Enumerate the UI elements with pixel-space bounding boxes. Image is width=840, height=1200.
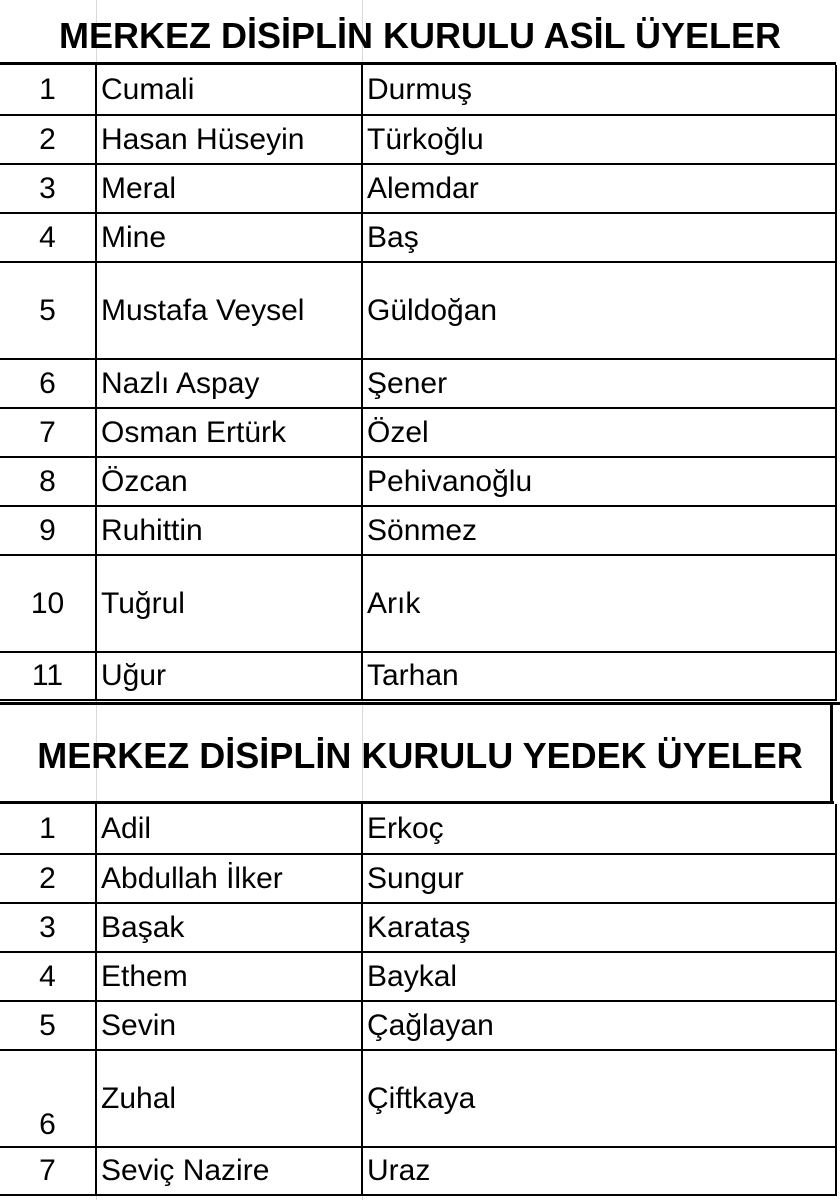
member-first-name: Cumali: [96, 65, 362, 115]
table-row: [0, 804, 836, 854]
member-first-name: Meral: [96, 164, 362, 213]
table-row: [0, 952, 836, 1001]
member-last-name: Baykal: [362, 952, 836, 1001]
member-number: 6: [0, 1050, 96, 1147]
member-last-name: Karataş: [362, 903, 836, 952]
member-last-name: Sönmez: [362, 506, 836, 555]
yedek-members-body: [0, 804, 836, 1195]
member-number: 7: [0, 1147, 96, 1195]
yedek-uyeler-title: MERKEZ DİSİPLİN KURULU YEDEK ÜYELER: [37, 735, 803, 776]
table-row: [0, 652, 836, 700]
member-number: 5: [0, 262, 96, 359]
member-first-name: Tuğrul: [96, 555, 362, 652]
member-number: 2: [0, 854, 96, 903]
member-last-name: Alemdar: [362, 164, 836, 213]
table-row: [0, 262, 836, 359]
table-row: [0, 903, 836, 952]
member-number: 1: [0, 804, 96, 854]
member-number: 4: [0, 952, 96, 1001]
member-first-name: Uğur: [96, 652, 362, 700]
member-number: 9: [0, 506, 96, 555]
member-first-name: Ethem: [96, 952, 362, 1001]
member-number: 10: [0, 555, 96, 652]
section-divider: [0, 702, 840, 705]
table-row: [0, 457, 836, 506]
table-row: [0, 213, 836, 262]
member-number: 7: [0, 408, 96, 457]
member-last-name: Baş: [362, 213, 836, 262]
member-last-name: Pehivanoğlu: [362, 457, 836, 506]
member-first-name: Osman Ertürk: [96, 408, 362, 457]
table-row: [0, 65, 836, 115]
member-first-name: Mustafa Veysel: [96, 262, 362, 359]
table-row: [0, 854, 836, 903]
table-row: [0, 506, 836, 555]
table-row: [0, 1147, 836, 1195]
member-first-name: Başak: [96, 903, 362, 952]
member-number: 1: [0, 65, 96, 115]
member-first-name: Abdullah İlker: [96, 854, 362, 903]
member-last-name: Özel: [362, 408, 836, 457]
member-first-name: Hasan Hüseyin: [96, 115, 362, 164]
member-first-name: Mine: [96, 213, 362, 262]
member-first-name: Zuhal: [96, 1050, 362, 1147]
yedek-members-table: [0, 804, 837, 1196]
member-last-name: Tarhan: [362, 652, 836, 700]
member-last-name: Çağlayan: [362, 1001, 836, 1050]
asil-members-body: [0, 65, 836, 700]
member-first-name: Ruhittin: [96, 506, 362, 555]
member-number: 4: [0, 213, 96, 262]
member-number: 8: [0, 457, 96, 506]
member-number: 5: [0, 1001, 96, 1050]
asil-uyeler-title: MERKEZ DİSİPLİN KURULU ASİL ÜYELER: [58, 15, 782, 56]
member-first-name: Nazlı Aspay: [96, 359, 362, 408]
member-first-name: Özcan: [96, 457, 362, 506]
member-first-name: Adil: [96, 804, 362, 854]
member-last-name: Türkoğlu: [362, 115, 836, 164]
member-number: 3: [0, 164, 96, 213]
table-row: [0, 1050, 836, 1147]
asil-members-table: [0, 65, 837, 701]
member-number: 6: [0, 359, 96, 408]
member-last-name: Çiftkaya: [362, 1050, 836, 1147]
table-row: [0, 555, 836, 652]
member-last-name: Erkoç: [362, 804, 836, 854]
member-number: 3: [0, 903, 96, 952]
member-last-name: Sungur: [362, 854, 836, 903]
member-last-name: Şener: [362, 359, 836, 408]
member-last-name: Güldoğan: [362, 262, 836, 359]
member-number: 2: [0, 115, 96, 164]
member-first-name: Seviç Nazire: [96, 1147, 362, 1195]
table-row: [0, 1001, 836, 1050]
member-number: 11: [0, 652, 96, 700]
table-row: [0, 115, 836, 164]
table-row: [0, 408, 836, 457]
member-last-name: Durmuş: [362, 65, 836, 115]
member-last-name: Uraz: [362, 1147, 836, 1195]
table-row: [0, 359, 836, 408]
member-last-name: Arık: [362, 555, 836, 652]
table-row: [0, 164, 836, 213]
member-first-name: Sevin: [96, 1001, 362, 1050]
